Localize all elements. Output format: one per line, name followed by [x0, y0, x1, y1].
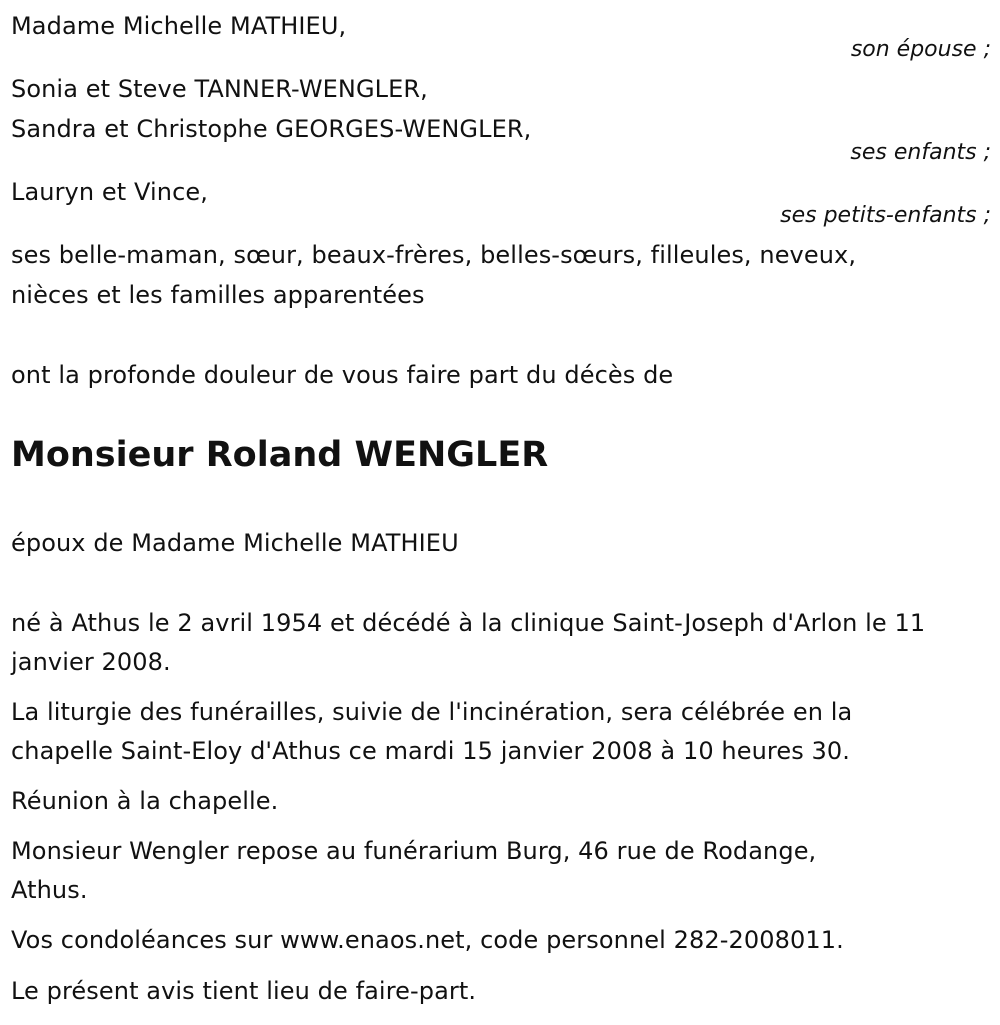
- obituary-notice: [11, 0, 991, 1025]
- reunion-line: Réunion à la chapelle.: [11, 787, 279, 815]
- spouse-role: son épouse ;: [850, 37, 991, 62]
- birth-death-line-1: né à Athus le 2 avril 1954 et décédé à la clinique Saint-Joseph d'Arlon le 11: [11, 609, 926, 637]
- condolences-line: Vos condoléances sur www.enaos.net, code personnel 282-2008011.: [11, 926, 844, 954]
- spouse-of-line: époux de Madame Michelle MATHIEU: [11, 529, 459, 557]
- grandchildren-names: Lauryn et Vince,: [11, 178, 208, 206]
- repose-line-2: Athus.: [11, 876, 88, 904]
- closing-line: Le présent avis tient lieu de faire-part.: [11, 977, 477, 1005]
- grandchildren-role: ses petits-enfants ;: [780, 203, 991, 228]
- extended-family-line-1: ses belle-maman, sœur, beaux-frères, belles-sœurs, filleules, neveux,: [11, 241, 857, 269]
- extended-family-line-2: nièces et les familles apparentées: [11, 281, 425, 309]
- repose-line-1: Monsieur Wengler repose au funérarium Burg, 46 rue de Rodange,: [11, 837, 817, 865]
- child-line-2: Sandra et Christophe GEORGES-WENGLER,: [11, 115, 532, 143]
- announcement-text: ont la profonde douleur de vous faire part du décès de: [11, 361, 674, 389]
- liturgy-line-1: La liturgie des funérailles, suivie de l'incinération, sera célébrée en la: [11, 698, 853, 726]
- deceased-name: Monsieur Roland WENGLER: [11, 435, 549, 475]
- spouse-name: Madame Michelle MATHIEU,: [11, 12, 347, 40]
- child-line-1: Sonia et Steve TANNER-WENGLER,: [11, 75, 428, 103]
- birth-death-line-2: janvier 2008.: [11, 648, 171, 676]
- liturgy-line-2: chapelle Saint-Eloy d'Athus ce mardi 15 janvier 2008 à 10 heures 30.: [11, 737, 851, 765]
- children-role: ses enfants ;: [850, 140, 991, 165]
